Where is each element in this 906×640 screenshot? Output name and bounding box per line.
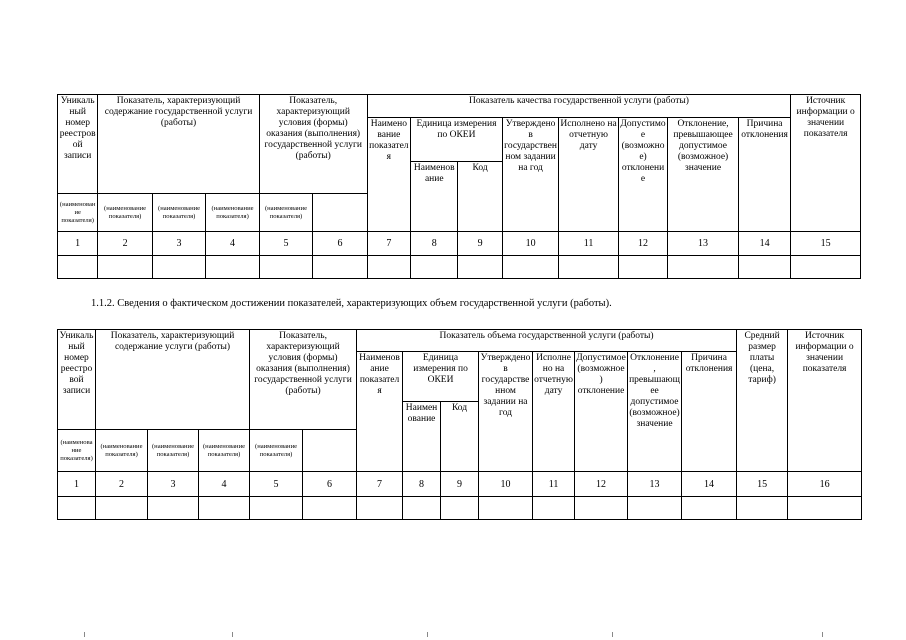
column-number: 10 [502,232,558,256]
column-number: 12 [618,232,667,256]
header-unique-number: Уникальный номер реестровой записи [58,95,98,194]
header-content-indicator: Показатель, характеризующий содержание услуги (работы) [96,330,250,430]
header-approved: Утверждено в государственном задании на год [502,118,558,232]
empty-cell[interactable] [738,256,790,279]
header-unit: Единица измерения по ОКЕИ [403,352,479,402]
column-number: 16 [788,472,862,497]
header-deviation-exceeding: Отклонение, превышающее допустимое (возможное) значение [668,118,739,232]
header-unit-code: Код [441,402,479,472]
header-source: Источник информации о значении показателя [788,330,862,472]
subheader-indicator-name: (наименование показателя) [96,430,148,472]
subheader-indicator-name: (наименование показателя) [148,430,199,472]
section-caption: 1.1.2. Сведения о фактическом достижении показателей, характеризующих объем государственной услуги (работы). [91,298,612,309]
column-number: 15 [737,472,788,497]
column-number: 13 [668,232,739,256]
empty-cell[interactable] [502,256,558,279]
column-number: 11 [533,472,575,497]
column-number: 2 [96,472,148,497]
column-number: 9 [458,232,502,256]
empty-cell[interactable] [152,256,205,279]
empty-cell[interactable] [411,256,458,279]
column-number: 5 [259,232,312,256]
empty-cell[interactable] [199,497,250,520]
column-number: 7 [357,472,403,497]
header-deviation-exceeding: Отклонение, превышающее допустимое (возможное) значение [628,352,682,472]
empty-data-row [58,497,862,520]
empty-cell[interactable] [250,497,303,520]
column-number: 15 [791,232,861,256]
subheader-indicator-name: (наименование показателя) [206,194,259,232]
empty-cell[interactable] [618,256,667,279]
empty-cell[interactable] [479,497,533,520]
subheader-indicator-name: (наименование показателя) [152,194,205,232]
column-number: 1 [58,472,96,497]
header-conditions-indicator: Показатель, характеризующий условия (формы) оказания (выполнения) государственной услуги (работы) [259,95,367,194]
header-indicator-name: Наименование показателя [357,352,403,472]
empty-cell[interactable] [791,256,861,279]
empty-cell[interactable] [313,256,367,279]
column-number: 5 [250,472,303,497]
column-number: 13 [628,472,682,497]
subheader-indicator-name: (наименование показателя) [250,430,303,472]
subheader-indicator-name: (наименование показателя) [259,194,312,232]
empty-cell[interactable] [367,256,410,279]
header-unique-number: Уникальный номер реестровой записи [58,330,96,430]
column-number: 4 [206,232,259,256]
column-number: 3 [148,472,199,497]
header-deviation-reason: Причина отклонения [738,118,790,232]
header-deviation-reason: Причина отклонения [682,352,737,472]
column-number: 11 [559,232,619,256]
header-executed: Исполнено на отчетную дату [559,118,619,232]
empty-cell[interactable] [403,497,441,520]
column-number: 8 [411,232,458,256]
empty-cell[interactable] [668,256,739,279]
empty-cell[interactable] [96,497,148,520]
header-conditions-indicator: Показатель, характеризующий условия (формы) оказания (выполнения) государственной услуги (работы) [250,330,357,430]
header-unit-name: Наименование [411,162,458,232]
column-number: 6 [303,472,357,497]
subheader-indicator-name: (наименование показателя) [98,194,152,232]
column-number: 3 [152,232,205,256]
column-number: 4 [199,472,250,497]
empty-cell[interactable] [788,497,862,520]
volume-indicators-table [57,329,862,520]
empty-cell[interactable] [259,256,312,279]
column-number: 14 [682,472,737,497]
empty-cell[interactable] [303,497,357,520]
header-approved: Утверждено в государственном задании на год [479,352,533,472]
quality-indicators-table [57,94,861,279]
empty-cell[interactable] [357,497,403,520]
empty-cell[interactable] [58,256,98,279]
header-unit: Единица измерения по ОКЕИ [411,118,503,162]
column-number: 14 [738,232,790,256]
column-number: 7 [367,232,410,256]
column-number: 6 [313,232,367,256]
empty-cell[interactable] [575,497,628,520]
header-source: Источник информации о значении показателя [791,95,861,232]
empty-cell[interactable] [58,497,96,520]
column-number: 12 [575,472,628,497]
column-number: 9 [441,472,479,497]
empty-cell[interactable] [559,256,619,279]
header-quality-indicator: Показатель качества государственной услуги (работы) [367,95,791,118]
empty-cell[interactable] [206,256,259,279]
column-number: 10 [479,472,533,497]
header-content-indicator: Показатель, характеризующий содержание государственной услуги (работы) [98,95,259,194]
empty-cell[interactable] [533,497,575,520]
header-indicator-name: Наименование показателя [367,118,410,232]
empty-cell[interactable] [458,256,502,279]
header-unit-code: Код [458,162,502,232]
header-unit-name: Наименование [403,402,441,472]
column-number: 8 [403,472,441,497]
header-allowed-deviation: Допустимое (возможное) отклонение [575,352,628,472]
header-executed: Исполнено на отчетную дату [533,352,575,472]
subheader-indicator-name: (наименование показателя) [58,194,98,232]
column-number: 1 [58,232,98,256]
header-average-price: Средний размер платы (цена, тариф) [737,330,788,472]
header-volume-indicator: Показатель объема государственной услуги (работы) [357,330,737,352]
empty-cell[interactable] [682,497,737,520]
empty-cell[interactable] [628,497,682,520]
scan-edge-marks [0,632,906,640]
empty-data-row [58,256,861,279]
empty-cell[interactable] [441,497,479,520]
empty-cell[interactable] [98,256,152,279]
header-allowed-deviation: Допустимое (возможное) отклонение [618,118,667,232]
subheader-indicator-name: (наименование показателя) [58,430,96,472]
column-number: 2 [98,232,152,256]
subheader-indicator-name: (наименование показателя) [199,430,250,472]
empty-cell[interactable] [148,497,199,520]
empty-cell[interactable] [737,497,788,520]
